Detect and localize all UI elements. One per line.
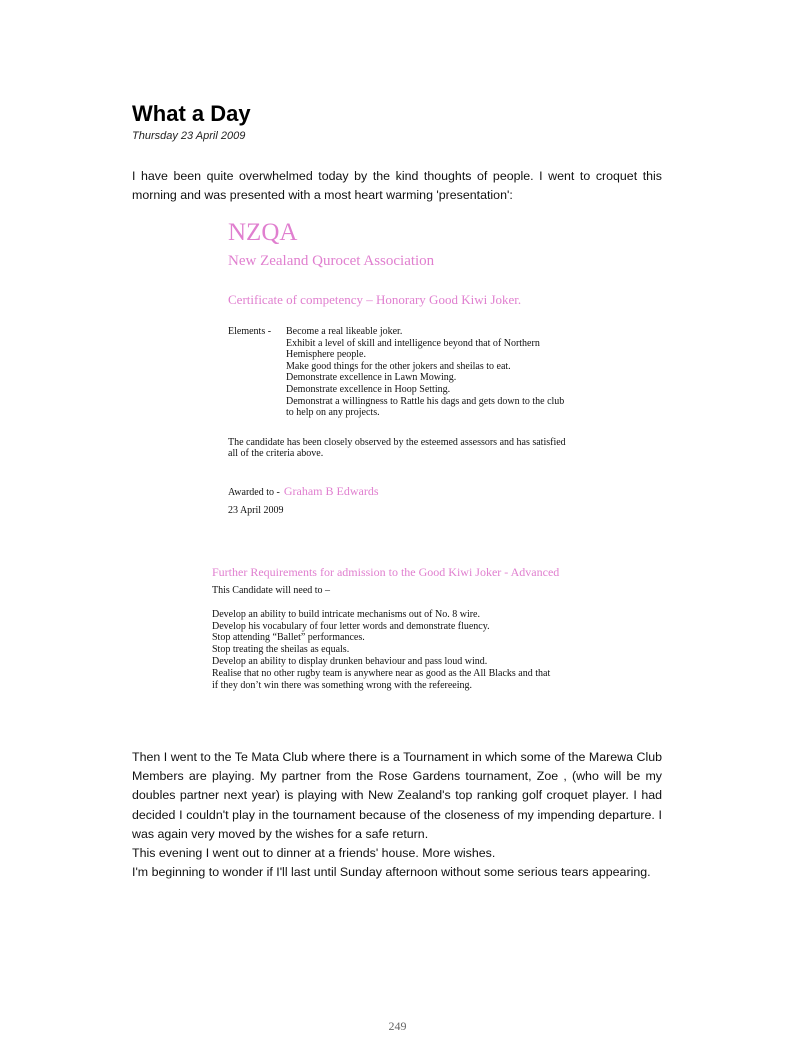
further-intro: This Candidate will need to – bbox=[212, 585, 331, 596]
further-item: Develop his vocabulary of four letter words and demonstrate fluency. bbox=[212, 620, 490, 632]
element-item: Make good things for the other jokers and sheilas to eat. bbox=[286, 360, 511, 372]
paragraph-tournament: Then I went to the Te Mata Club where there is a Tournament in which some of the Marewa Club Members are playing. My partner from the Rose Gardens tournament, Zoe , (who will be my doubles partner next year) is playing with New Zealand's top ranking golf croquet player. I had decided I couldn't play in the tournament because of the closeness of my impending departure. I was again very moved by the wishes for a safe return. bbox=[132, 750, 662, 841]
awarded-label: Awarded to - bbox=[228, 486, 280, 498]
certificate-date: 23 April 2009 bbox=[228, 504, 284, 516]
further-item: Stop treating the sheilas as equals. bbox=[212, 644, 350, 656]
certificate-award-line bbox=[228, 483, 588, 499]
certificate-title: Certificate of competency – Honorary Good Kiwi Joker. bbox=[228, 292, 522, 307]
element-item: Hemisphere people. bbox=[286, 349, 366, 361]
post-date: Thursday 23 April 2009 bbox=[132, 130, 246, 142]
further-requirements bbox=[212, 565, 592, 691]
certificate-statement: The candidate has been closely observed by the esteemed assessors and has satisfied all of the criteria above. bbox=[228, 436, 566, 460]
intro-paragraph: I have been quite overwhelmed today by the kind thoughts of people. I went to croquet this morning and was presented with a most heart warming 'presentation': bbox=[132, 169, 662, 203]
further-item: Develop an ability to build intricate mechanisms out of No. 8 wire. bbox=[212, 608, 480, 620]
elements-list bbox=[286, 326, 564, 419]
post-title: What a Day bbox=[132, 101, 251, 126]
further-list bbox=[212, 609, 592, 692]
element-item: Become a real likeable joker. bbox=[286, 326, 403, 337]
element-item: Demonstrate excellence in Hoop Setting. bbox=[286, 383, 451, 395]
page-number: 249 bbox=[388, 1019, 407, 1033]
certificate-image bbox=[228, 218, 588, 516]
element-item: to help on any projects. bbox=[286, 407, 380, 419]
further-item: Develop an ability to display drunken behaviour and pass loud wind. bbox=[212, 655, 488, 667]
further-item: Realise that no other rugby team is anywhere near as good as the All Blacks and that bbox=[212, 667, 551, 679]
paragraph-dinner: This evening I went out to dinner at a friends' house. More wishes. bbox=[132, 846, 496, 861]
certificate-org-name: New Zealand Qurocet Association bbox=[228, 253, 435, 269]
further-item: if they don’t win there was something wrong with the refereeing. bbox=[212, 679, 473, 691]
certificate-elements bbox=[228, 326, 588, 419]
certificate-recipient: Graham B Edwards bbox=[283, 483, 379, 498]
body-text bbox=[132, 748, 662, 882]
paragraph-tears: I'm beginning to wonder if I'll last until Sunday afternoon without some serious tears appearing. bbox=[132, 865, 651, 880]
further-title: Further Requirements for admission to the Good Kiwi Joker - Advanced bbox=[212, 565, 560, 579]
element-item: Exhibit a level of skill and intelligence beyond that of Northern bbox=[286, 337, 540, 349]
element-item: Demonstrate excellence in Lawn Mowing. bbox=[286, 372, 457, 384]
elements-label: Elements - bbox=[228, 326, 272, 337]
certificate-org-acronym: NZQA bbox=[228, 219, 298, 246]
further-item: Stop attending “Ballet” performances. bbox=[212, 632, 365, 644]
element-item: Demonstrat a willingness to Rattle his dags and gets down to the club bbox=[286, 395, 565, 407]
